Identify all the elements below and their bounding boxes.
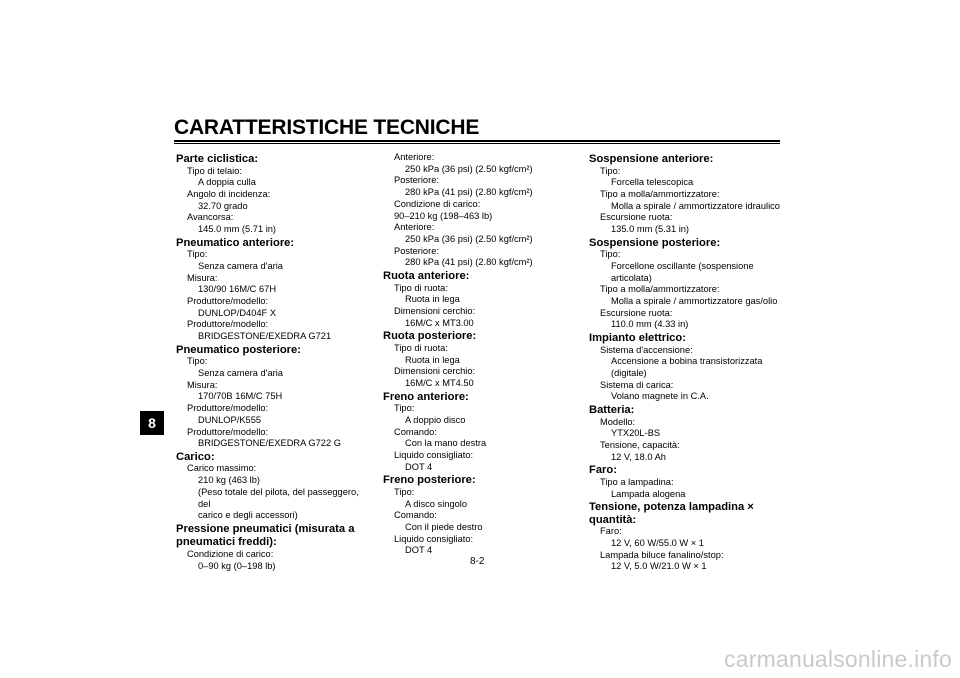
spec-label: Posteriore: — [394, 245, 439, 256]
spec-label: Tipo: — [394, 486, 415, 497]
section-heading: Faro: — [589, 464, 617, 477]
spec-value: 32.70 grado — [198, 200, 248, 211]
spec-value: Ruota in lega — [405, 354, 460, 365]
spec-value: Molla a spirale / ammortizzatore gas/olio — [611, 296, 778, 307]
spec-label: Tipo: — [394, 403, 415, 414]
spec-column-2 — [383, 152, 583, 557]
spec-value: DOT 4 — [405, 545, 433, 556]
spec-label: Tipo di ruota: — [394, 282, 448, 293]
spec-value: YTX20L-BS — [611, 428, 661, 439]
spec-value: (Peso totale del pilota, del passeggero, del — [198, 486, 359, 509]
spec-value: 110.0 mm (4.33 in) — [611, 319, 689, 330]
section-heading: Batteria: — [589, 404, 635, 417]
page-number: 8-2 — [470, 556, 485, 567]
spec-label: Condizione di carico: — [394, 198, 481, 209]
spec-label: Liquido consigliato: — [394, 449, 474, 460]
spec-value: (digitale) — [611, 368, 647, 379]
spec-value: BRIDGESTONE/EXEDRA G722 G — [198, 438, 341, 449]
spec-label: Tipo a molla/ammortizzatore: — [600, 188, 720, 199]
section-heading: Ruota anteriore: — [383, 270, 470, 283]
spec-label: Modello: — [600, 416, 636, 427]
spec-label: Angolo di incidenza: — [187, 188, 271, 199]
spec-label: Tipo: — [600, 165, 621, 176]
spec-value: A doppia culla — [198, 177, 256, 188]
spec-label: Anteriore: — [394, 152, 435, 162]
section-heading: Carico: — [176, 450, 215, 463]
spec-label: Tipo: — [600, 249, 621, 260]
spec-value: A doppio disco — [405, 414, 466, 425]
spec-label: Tensione, capacità: — [600, 440, 680, 451]
spec-label: Comando: — [394, 510, 437, 521]
spec-label: Condizione di carico: — [187, 548, 274, 559]
section-heading: Ruota posteriore: — [383, 330, 477, 343]
spec-value: A disco singolo — [405, 498, 468, 509]
spec-label: Lampada biluce fanalino/stop: — [600, 549, 724, 560]
spec-value: DUNLOP/K555 — [198, 414, 262, 425]
spec-value: articolata) — [611, 272, 652, 283]
spec-value: Con il piede destro — [405, 521, 483, 532]
spec-value: Ruota in lega — [405, 294, 460, 305]
spec-label: Sistema d'accensione: — [600, 344, 693, 355]
spec-value: Senza camera d'aria — [198, 368, 283, 379]
spec-value: 12 V, 18.0 Ah — [611, 451, 666, 462]
spec-value: 280 kPa (41 psi) (2.80 kgf/cm²) — [405, 257, 533, 268]
spec-value: 0–90 kg (0–198 lb) — [198, 560, 276, 571]
chapter-tab: 8 — [140, 411, 164, 435]
spec-value: DOT 4 — [405, 461, 433, 472]
spec-value: Senza camera d'aria — [198, 260, 283, 271]
title-rule — [174, 140, 780, 142]
spec-label: Tipo di telaio: — [187, 165, 242, 176]
section-heading: Pneumatico anteriore: — [176, 236, 295, 249]
spec-value: 280 kPa (41 psi) (2.80 kgf/cm²) — [405, 187, 533, 198]
spec-label: Tipo a molla/ammortizzatore: — [600, 284, 720, 295]
spec-label: Dimensioni cerchio: — [394, 305, 476, 316]
spec-value: 16M/C x MT3.00 — [405, 317, 474, 328]
spec-value: 250 kPa (36 psi) (2.50 kgf/cm²) — [405, 233, 533, 244]
spec-value: Molla a spirale / ammortizzatore idraulico — [611, 200, 780, 211]
section-heading: Sospensione posteriore: — [589, 236, 721, 249]
spec-value: 135.0 mm (5.31 in) — [611, 224, 690, 235]
spec-column-3 — [589, 152, 789, 573]
spec-label: Produttore/modello: — [187, 319, 269, 330]
section-heading: Freno anteriore: — [383, 390, 469, 403]
spec-label: Escursione ruota: — [600, 212, 673, 223]
spec-label: Dimensioni cerchio: — [394, 366, 476, 377]
watermark: carmanualsonline.info — [724, 646, 952, 672]
section-heading: Parte ciclistica: — [176, 153, 259, 165]
spec-label: Carico massimo: — [187, 463, 257, 474]
spec-label: Escursione ruota: — [600, 307, 673, 318]
spec-value: 12 V, 5.0 W/21.0 W × 1 — [611, 561, 707, 572]
spec-value: Forcella telescopica — [611, 177, 694, 188]
spec-value: 12 V, 60 W/55.0 W × 1 — [611, 538, 704, 549]
spec-label: Liquido consigliato: — [394, 533, 474, 544]
title-rule-thin — [174, 143, 780, 144]
spec-value: 210 kg (463 lb) — [198, 475, 261, 486]
spec-value: BRIDGESTONE/EXEDRA G721 — [198, 331, 332, 342]
section-heading: Sospensione anteriore: — [589, 153, 714, 165]
spec-value: DUNLOP/D404F X — [198, 307, 277, 318]
spec-label: Misura: — [187, 272, 218, 283]
spec-label: 90–210 kg (198–463 lb) — [394, 210, 493, 221]
spec-label: Tipo di ruota: — [394, 342, 448, 353]
spec-label: Posteriore: — [394, 175, 439, 186]
spec-label: Comando: — [394, 426, 437, 437]
spec-value: 145.0 mm (5.71 in) — [198, 224, 277, 235]
spec-value: 130/90 16M/C 67H — [198, 284, 277, 295]
spec-value: Lampada alogena — [611, 488, 686, 499]
spec-label: Tipo a lampadina: — [600, 476, 674, 487]
spec-label: Produttore/modello: — [187, 403, 269, 414]
spec-label: Tipo: — [187, 356, 208, 367]
spec-label: Anteriore: — [394, 222, 435, 233]
section-heading: Impianto elettrico: — [589, 332, 686, 345]
spec-label: Produttore/modello: — [187, 426, 269, 437]
spec-value: 16M/C x MT4.50 — [405, 377, 474, 388]
spec-column-1 — [176, 152, 371, 572]
spec-value: Volano magnete in C.A. — [611, 391, 709, 402]
spec-value: 250 kPa (36 psi) (2.50 kgf/cm²) — [405, 163, 533, 174]
spec-label: Avancorsa: — [187, 212, 234, 223]
section-heading: Pressione pneumatici (misurata a — [176, 522, 355, 535]
spec-value: Forcellone oscillante (sospensione — [611, 260, 754, 271]
spec-value: carico e degli accessori) — [198, 510, 298, 521]
spec-label: Produttore/modello: — [187, 296, 269, 307]
spec-value: Con la mano destra — [405, 438, 487, 449]
spec-label: Tipo: — [187, 249, 208, 260]
spec-label: Faro: — [600, 526, 622, 537]
spec-label: Misura: — [187, 379, 218, 390]
section-heading: pneumatici freddi): — [176, 536, 277, 549]
spec-value: Accensione a bobina transistorizzata — [611, 356, 763, 367]
section-heading: Tensione, potenza lampadina × quantità: — [589, 501, 754, 526]
section-heading: Freno posteriore: — [383, 474, 476, 487]
page-title: CARATTERISTICHE TECNICHE — [174, 116, 480, 139]
section-heading: Pneumatico posteriore: — [176, 343, 301, 356]
spec-value: 170/70B 16M/C 75H — [198, 391, 283, 402]
spec-label: Sistema di carica: — [600, 379, 674, 390]
